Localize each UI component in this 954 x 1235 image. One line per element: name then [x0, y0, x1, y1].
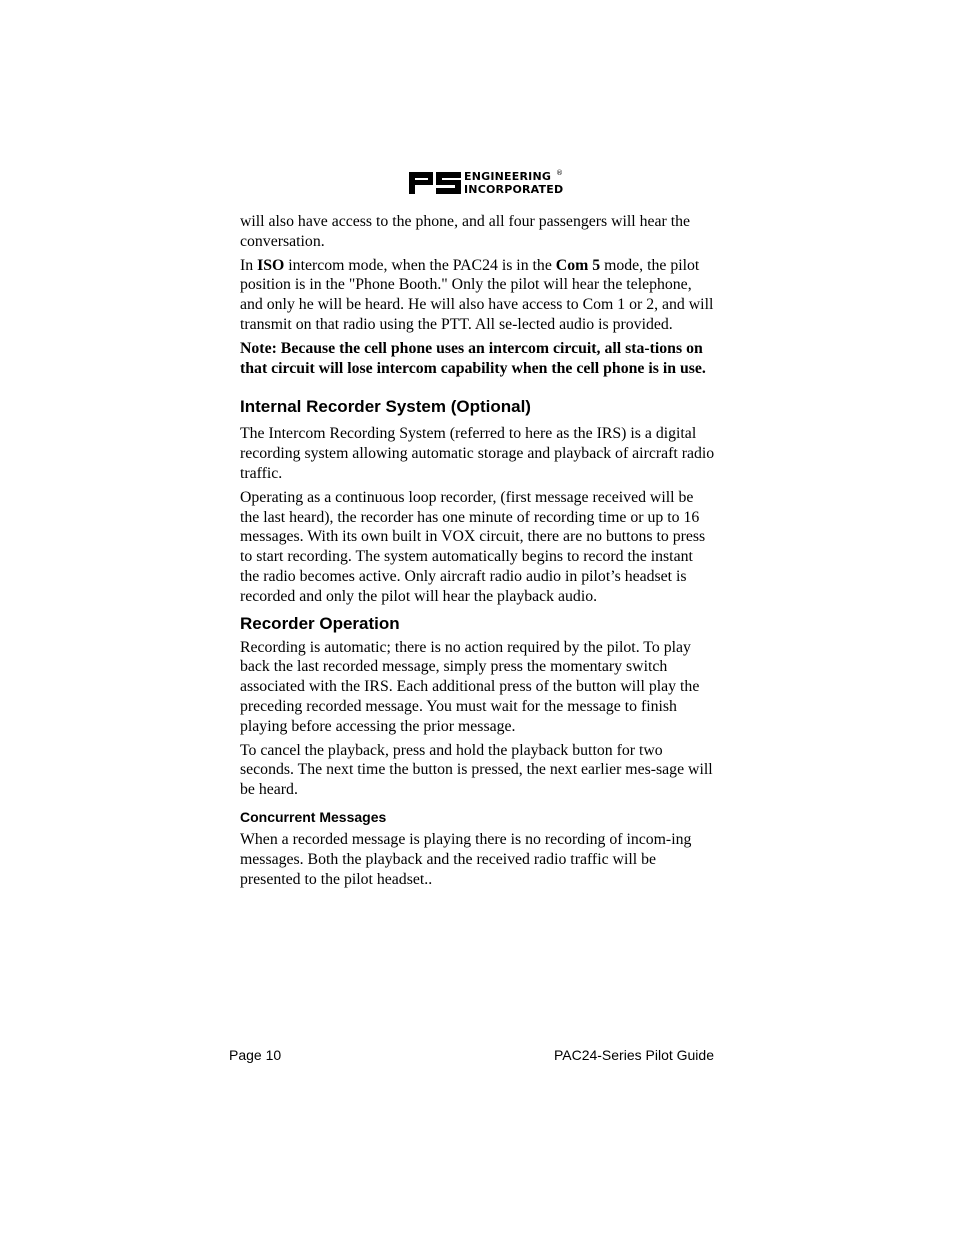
note-paragraph: Note: Because the cell phone uses an intercom circuit, all sta-tions on that circuit will lose intercom capability when the cell phone is in use.: [240, 339, 706, 377]
paragraph-irs-operating: Operating as a continuous loop recorder, (first message received will be the last heard), the recorder has one minute of recording time or up to 16 messages. With its own built in VOX circuit, there are no buttons to press to start recording. The system automatically begins to record the instant the radio becomes active. Only aircraft radio audio in pilot’s headset is recorded and only the pilot will hear the playback audio.: [240, 488, 706, 605]
text-run: mode, the pilot position is in the "Phone Booth." Only the pilot will hear the telephone, and only he will be heard. He will also have access to Com 1 or 2, and will transmit on that radio using the PTT. All se-lected audio is provided.: [240, 256, 714, 333]
heading-internal-recorder: Internal Recorder System (Optional): [240, 397, 531, 417]
paragraph-recording-automatic: Recording is automatic; there is no action required by the pilot. To play back the last recorded message, simply press the momentary switch associated with the IRS. Each additional press of the button will play the preceding recorded message. You must wait for the message to finish playing before accessing the prior message.: [240, 638, 700, 735]
paragraph-concurrent: When a recorded message is playing there is no recording of incom-ing messages. Both the playback and the received radio traffic will be presented to the pilot headset..: [240, 830, 692, 888]
page-number: Page 10: [229, 1047, 282, 1063]
company-logo: [409, 169, 569, 199]
registered-mark: ®: [556, 169, 563, 177]
heading-concurrent-messages: Concurrent Messages: [240, 808, 387, 825]
guide-title: PAC24-Series Pilot Guide: [553, 1047, 714, 1063]
bold-com5: Com 5: [555, 256, 601, 274]
bold-iso: ISO: [257, 256, 285, 274]
logo-line-2: INCORPORATED: [464, 183, 564, 196]
paragraph-iso-mode: [240, 256, 715, 335]
paragraph-phone-access: will also have access to the phone, and all four passengers will hear the conversation.: [240, 213, 691, 250]
logo-text: [464, 170, 563, 196]
logo-line-1: ENGINEERING: [464, 170, 552, 183]
paragraph-irs-intro: The Intercom Recording System (referred to here as the IRS) is a digital recording system allowing automatic storage and playback of aircraft radio traffic.: [240, 425, 715, 482]
text-run: intercom mode, when the PAC24 is in the: [284, 256, 556, 274]
text-run: In: [240, 256, 258, 274]
paragraph-cancel-playback: To cancel the playback, press and hold the playback button for two seconds. The next time the button is pressed, the next earlier mes-sage will be heard.: [240, 741, 713, 799]
heading-recorder-operation: Recorder Operation: [240, 613, 400, 633]
main-content: [240, 212, 715, 893]
ps-logo-mark: [409, 172, 461, 194]
